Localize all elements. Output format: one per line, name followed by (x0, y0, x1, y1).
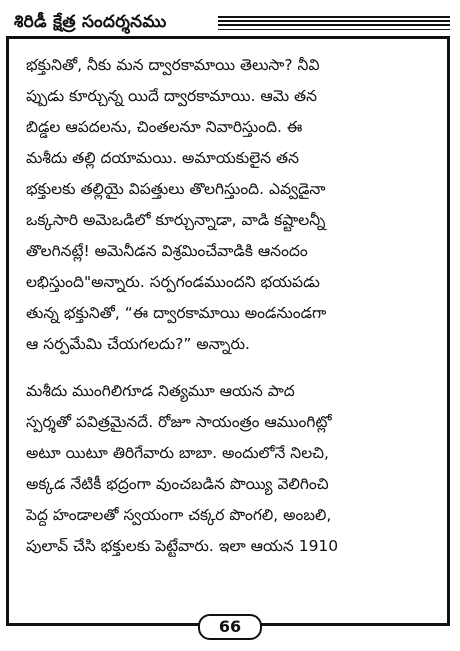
running-header (6, 6, 454, 36)
text-line: భక్తునితో, నీకు మన ద్వారకామాయి తెలుసా? నీవి (26, 56, 320, 74)
footer (0, 614, 460, 638)
page-number: 66 (198, 614, 262, 640)
text-line: లభిస్తుంది"అన్నారు. సర్పగండముందని భయపడు (26, 273, 320, 291)
text-line: అటూ యిటూ తిరిగేవారు బాబా. అందులోనే నిలచి, (26, 444, 329, 462)
text-line: మశీదు తల్లి దయామయి. అమాయకులైన తన (26, 149, 299, 167)
body-text (26, 50, 436, 562)
text-line: తొలగినట్లే! అమెనీడన విశ్రమించేవాడికి ఆనందం (26, 242, 308, 260)
text-line: పెద్ద హండాలతో స్వయంగా చక్కర పొంగలి, అంబలి, (26, 506, 332, 524)
header-rules (218, 16, 450, 33)
paragraph-2 (26, 376, 436, 562)
text-line: పులావ్ చేసి భక్తులకు పెట్టేవారు. ఇలా ఆయన 1910 (26, 537, 339, 555)
text-line: భక్తులకు తల్లియై విపత్తులు తొలగిస్తుంది. ఎవ్వడైనా (26, 180, 326, 198)
paragraph-1 (26, 50, 436, 360)
text-line: మశీదు ముంగిలిగూడ నిత్యమూ ఆయన పాద (26, 382, 295, 400)
text-line: బిడ్డల ఆపదలను, చింతలనూ నివారిస్తుంది. ఈ (26, 118, 303, 136)
text-line: అక్కడ నేటికీ భద్రంగా వుంచబడిన పొయ్యి వెలిగించి (26, 475, 329, 493)
text-line: స్పర్శతో పవిత్రమైనదే. రోజూ సాయంత్రం ఆముంగిట్లో (26, 413, 332, 431)
header-title: శిరిడీ క్షేత్ర సందర్శనము (14, 12, 167, 32)
text-line: ప్పుడు కూర్చున్న యిదే ద్వారకామాయి. ఆమె తన (26, 87, 317, 105)
text-line: ఒక్కసారి అమెఒడిలో కూర్చున్నాడా, వాడి కష్టాలన్నీ (26, 211, 326, 229)
paragraph-gap (26, 360, 436, 376)
text-line: తున్న భక్తునితో, “ఈ ద్వారకామాయి అండనుండగా (26, 304, 327, 322)
text-line: ఆ సర్పమేమి చేయగలదు?” అన్నారు. (26, 335, 250, 353)
